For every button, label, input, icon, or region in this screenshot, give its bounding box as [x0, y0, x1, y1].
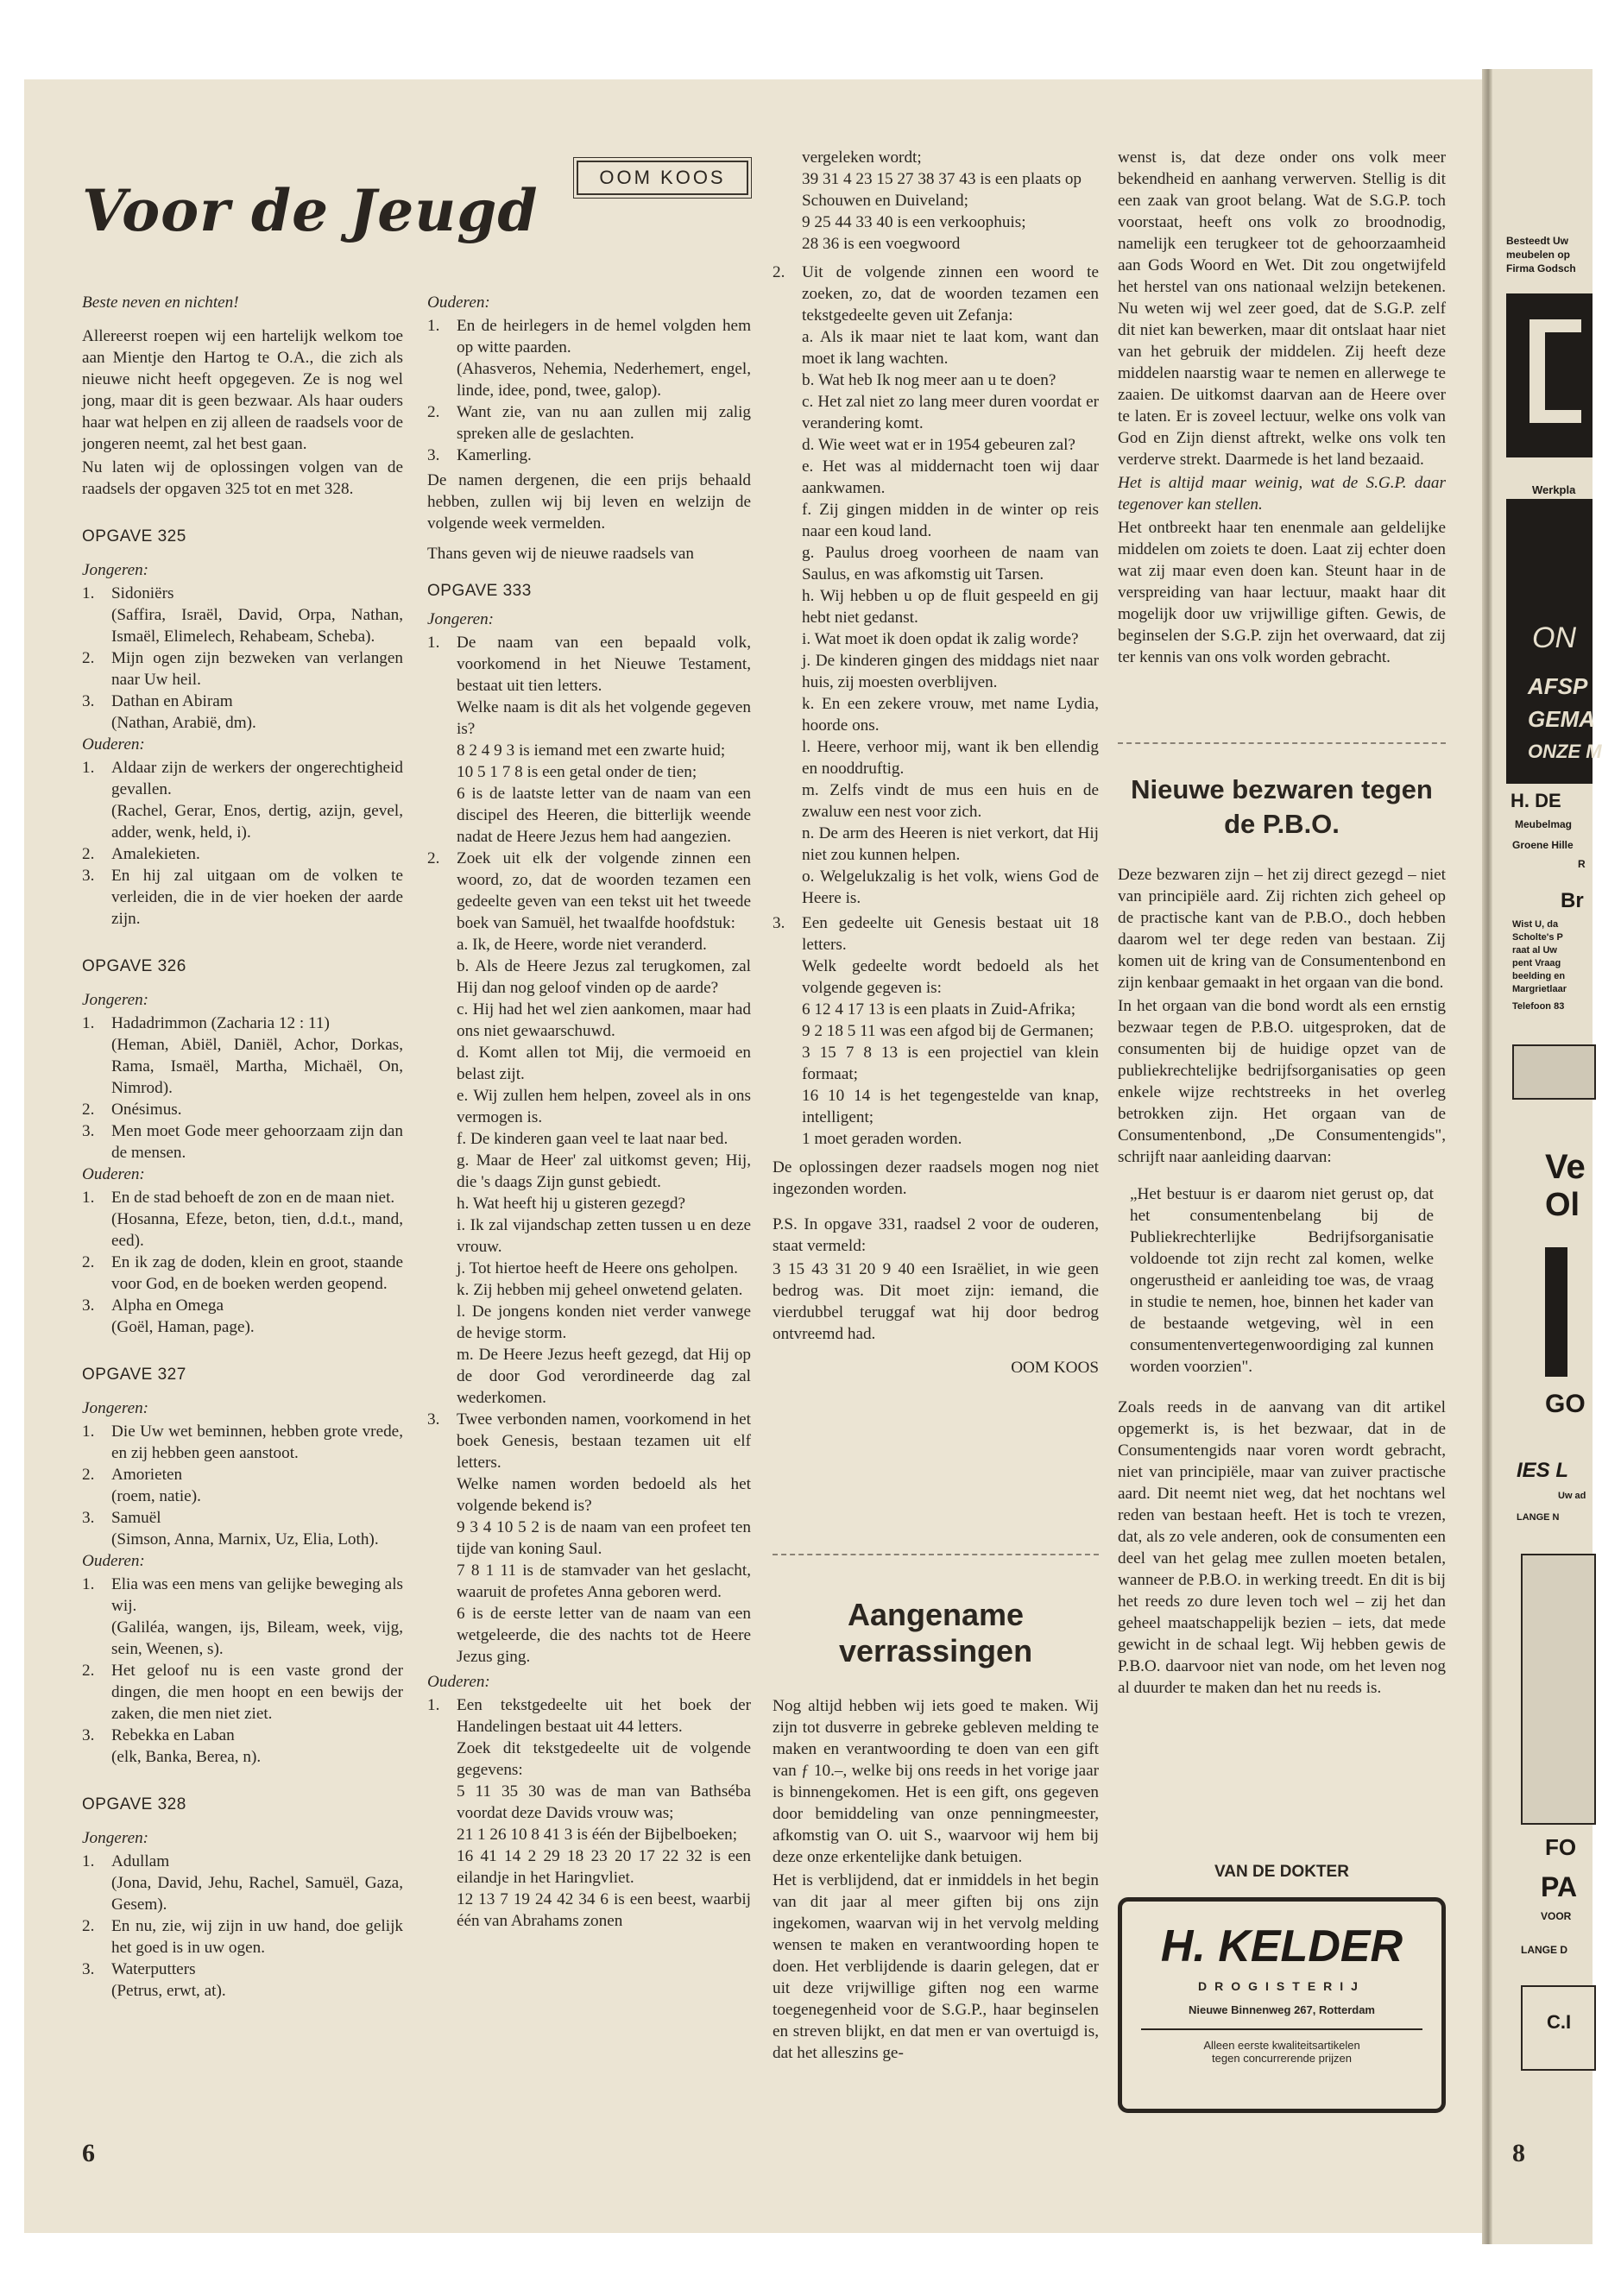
item-line: Welke naam is dit als het volgende gegeven is?: [457, 698, 751, 738]
list-item: [82, 1851, 403, 1915]
item-body: [111, 843, 403, 865]
item-text: Dathan en Abiram: [111, 692, 233, 710]
item-body: [111, 1660, 403, 1725]
item-number: 3.: [82, 1122, 95, 1140]
page-number-right: 8: [1512, 2139, 1525, 2167]
item-number: 3.: [427, 1410, 440, 1429]
ad-block-mark: [1545, 332, 1581, 410]
item-body: [111, 1421, 403, 1464]
list-item: [82, 1574, 403, 1660]
list-item: [82, 843, 403, 865]
item-body: [111, 1915, 403, 1959]
item-text: Hadadrimmon (Zacharia 12 : 11): [111, 1014, 330, 1032]
list-item: [82, 865, 403, 930]
item-text: Waterputters: [111, 1960, 196, 1978]
group-label: Jongeren:: [82, 1399, 149, 1417]
text-line: o. Welgelukzalig is het volk, wiens God de Heere is.: [802, 867, 1099, 907]
list-item: [82, 1725, 403, 1768]
text-line: g. Paulus droeg voorheen de naam van Saulus, en was afkomstig uit Tarsen.: [802, 544, 1099, 583]
list-item: [82, 1252, 403, 1295]
ps-correction: 3 15 43 31 20 9 40 een Israëliet, in wie geen bedrog was. Dit moet zijn: iemand, die vierdubbel teruggaf wat hij door bedrog ontvreemd had.: [773, 1260, 1099, 1343]
list-item: [82, 1099, 403, 1120]
item-text: Amorieten: [111, 1466, 183, 1484]
item-body: [457, 632, 751, 848]
item-text: Het geloof nu is een vaste grond der dingen, die men hoopt en een bewijs der zaken, die men niet ziet.: [111, 1662, 403, 1723]
list-item: [82, 1012, 403, 1099]
item-number: 1.: [427, 317, 440, 335]
list-item: [82, 757, 403, 843]
item-body: [111, 583, 403, 647]
item-line: 21 1 26 10 8 41 3 is één der Bijbelboeken;: [457, 1826, 738, 1844]
item-text: Onésimus.: [111, 1101, 182, 1119]
column-2: [427, 292, 751, 1932]
ad-slogan-1: Alleen eerste kwaliteitsartikelen: [1203, 2039, 1360, 2052]
advertisement-kelder: [1118, 1897, 1446, 2113]
fragment: C.I: [1547, 2011, 1572, 2033]
item-number: 3.: [427, 446, 440, 464]
item-line: Zoek dit tekstgedeelte uit de volgende gegevens:: [457, 1739, 751, 1779]
item-body: [457, 1694, 751, 1932]
closing-note: De oplossingen dezer raadsels mogen nog niet ingezonden worden.: [773, 1158, 1099, 1198]
ps-note: P.S. In opgave 331, raadsel 2 voor de ouderen, staat vermeld:: [773, 1215, 1099, 1255]
item-subtext: (elk, Banka, Berea, n).: [111, 1748, 262, 1766]
ad-address: Nieuwe Binnenweg 267, Rotterdam: [1189, 2003, 1375, 2016]
item-line: 9 3 4 10 5 2 is de naam van een profeet ten tijde van koning Saul.: [457, 1518, 751, 1558]
item-body: [111, 1464, 403, 1507]
column-tag: OOM KOOS: [577, 161, 748, 195]
text-line: l. Heere, verhoor mij, want ik ben ellendig en nooddruftig.: [802, 738, 1099, 778]
list-item: [82, 1507, 403, 1550]
item-subtext: (Goël, Haman, page).: [111, 1318, 255, 1336]
item-text: En ik zag de doden, klein en groot, staande voor God, en de boeken werden geopend.: [111, 1253, 403, 1293]
item-number: 2.: [82, 649, 95, 667]
item-text: Alpha en Omega: [111, 1296, 224, 1315]
ad-illustration: [1521, 1554, 1596, 1825]
item-text: Sidoniërs: [111, 584, 174, 602]
column-1: [82, 292, 403, 2002]
fragment: IES L: [1517, 1459, 1569, 1482]
item-line: Een tekstgedeelte uit het boek der Handelingen bestaat uit 44 letters.: [457, 1696, 751, 1736]
ad-name: H. KELDER: [1160, 1921, 1403, 1971]
opgave-heading: OPGAVE 328: [82, 1795, 186, 1813]
item-line: a. Ik, de Heere, worde niet veranderd.: [457, 936, 707, 954]
item-text: Aldaar zijn de werkers der ongerechtigheid gevallen.: [111, 759, 403, 798]
item-text: Adullam: [111, 1852, 170, 1870]
item-body: [111, 1252, 403, 1295]
list-item: [427, 1694, 751, 1932]
item-number: 1.: [82, 584, 95, 602]
item-number: 2.: [82, 1917, 95, 1935]
text-line: b. Wat heb Ik nog meer aan u te doen?: [802, 371, 1056, 389]
pbo-title-2: de P.B.O.: [1224, 809, 1340, 839]
fragment: FO: [1545, 1834, 1577, 1860]
item-line: j. Tot hiertoe heeft de Heere ons geholpen.: [457, 1259, 738, 1277]
item-line: Twee verbonden namen, voorkomend in het boek Genesis, bestaan tezamen uit elf letters.: [457, 1410, 751, 1472]
text-line: h. Wij hebben u op de fluit gespeeld en gij hebt niet gedanst.: [802, 587, 1099, 627]
item-subtext: (Ahasveros, Nehemia, Nederhemert, engel, linde, idee, pond, twee, galop).: [457, 360, 751, 400]
fragment: pent Vraag: [1512, 958, 1561, 968]
page-number-left: 6: [82, 2139, 95, 2167]
item-text: En nu, zie, wij zijn in uw hand, doe gelijk het goed is in uw ogen.: [111, 1917, 403, 1957]
item-number: 1.: [82, 1014, 95, 1032]
article-text-2: Het is verblijdend, dat er inmiddels in het begin van dit jaar al meer giften bij ons zijn ingekomen, waarvan wij in het vervolg melding wensen te maken en verantwoording hopen te doen. Het verblijdende is daarin gelegen, dat er uit deze vrijwillige giften nog een warme toegenegenheid voor de S.G.P., haar beginselen en streven blijkt, en dat men er van overtuigd is, dat het alleszins ge-: [773, 1871, 1099, 2062]
article-pbo: [1118, 773, 1446, 1700]
item-body: [111, 1187, 403, 1252]
article-continuation: wenst is, dat deze onder ons volk meer bekendheid en aanhang verwerven. Stellig is dit een zaak van groot belang. Wat de S.G.P. toch voorstaat, heeft ons volk zo broodnodig, namelijk een terugkeer tot de gehoorzaamheid aan Gods Woord en Wet. Dit zou ongetwijfeld het herstel van ons nationaal welzijn betekenen. Nu weten wij wel zeer goed, dat de S.G.P. zelf dit niet kan bewerken, maar dit ontslaat haar niet van het gebruik der middelen. Zij heeft deze middelen naarstig waar te nemen en allerwege te zaaien. De uitkomst daarvan aan de Heere over te laten. Er is zoveel lectuur, welke ons volk van God en Zijn dienst aftrekt, welke ons volk ten verderve strekt. Daarmede is het land bezaaid.: [1118, 148, 1446, 469]
intro-text-2: Nu laten wij de oplossingen volgen van de raadsels der opgaven 325 tot en met 328.: [82, 458, 403, 498]
fragment: Telefoon 83: [1512, 1001, 1565, 1012]
ad-header: VAN DE DOKTER: [1214, 1863, 1349, 1881]
text-line: 3 15 7 8 13 is een projectiel van klein formaat;: [802, 1044, 1099, 1083]
fragment: LANGE N: [1517, 1512, 1560, 1523]
item-body: [111, 1851, 403, 1915]
text-line: 6 12 4 17 13 is een plaats in Zuid-Afrika;: [802, 1000, 1076, 1019]
item-body: [111, 865, 403, 930]
text-line: 28 36 is een voegwoord: [802, 235, 961, 253]
text-line: Een gedeelte uit Genesis bestaat uit 18 letters.: [802, 914, 1099, 954]
new-riddles-intro: Thans geven wij de nieuwe raadsels van: [427, 545, 695, 563]
item-line: 16 41 14 2 29 18 23 20 17 22 32 is een eilandje in het Haringvliet.: [457, 1847, 751, 1887]
fragment: meubelen op: [1506, 249, 1571, 261]
item-number: 1.: [427, 634, 440, 652]
fragment: Firma Godsch: [1506, 262, 1576, 274]
text-line: 16 10 14 is het tegengestelde van knap, intelligent;: [802, 1087, 1099, 1126]
list-item: 3. Een gedeelte uit Genesis bestaat uit 18 letters. Welk gedeelte wordt bedoeld als het volgende gegeven is: 6 12 4 17 13 is een plaats in Zuid-Afrika; 9 2 18 5 11 was een afgod bij de Germanen; 3 15 7 8 13 is een projectiel van klein formaat; 16 10 14 is het tegengestelde van knap, intelligent; 1 moet geraden worden.: [773, 914, 1099, 1148]
group-label: Ouderen:: [82, 735, 145, 754]
fragment: GO: [1545, 1390, 1586, 1418]
group-label: Jongeren:: [82, 561, 149, 579]
item-number: 2.: [82, 1466, 95, 1484]
fragment: AFSP: [1528, 673, 1588, 699]
fragment: Ol: [1545, 1187, 1580, 1223]
fragment: Ve: [1545, 1148, 1586, 1186]
item-line: 7 8 1 11 is de stamvader van het geslacht, waaruit de profetes Anna geboren werd.: [457, 1561, 751, 1601]
text-line: 9 25 44 33 40 is een verkoophuis;: [802, 213, 1026, 231]
item-body: [457, 445, 751, 466]
item-text: Samuël: [111, 1509, 161, 1527]
list-item: [82, 583, 403, 647]
item-number: 3.: [82, 692, 95, 710]
item-line: m. De Heere Jezus heeft gezegd, dat Hij op de door God verordineerde dag zal wederkomen.: [457, 1346, 751, 1407]
group-label: Jongeren:: [82, 991, 149, 1009]
item-text: En de stad behoeft de zon en de maan niet.: [111, 1189, 395, 1207]
list-item: [82, 1959, 403, 2002]
item-body: [457, 848, 751, 1409]
item-body: [111, 757, 403, 843]
list-item: [82, 1464, 403, 1507]
page-title: Voor de Jeugd: [82, 177, 539, 244]
item-number: 1.: [82, 759, 95, 777]
ad-box: [1512, 1044, 1596, 1100]
list-item: [82, 691, 403, 734]
item-text: Elia was een mens van gelijke beweging als wij.: [111, 1575, 403, 1615]
group-label: Ouderen:: [82, 1552, 145, 1570]
list-item: [82, 1660, 403, 1725]
ad-letter: [1545, 1247, 1567, 1377]
item-number: 3.: [82, 1726, 95, 1744]
item-subtext: (Heman, Abiël, Daniël, Achor, Dorkas, Rama, Ismaël, Martha, Michaël, On, Nimrod).: [111, 1036, 403, 1097]
prize-text: De namen dergenen, die een prijs behaald hebben, zullen wij bij leven en welzijn de volgende week vermelden.: [427, 471, 751, 533]
text-line: c. Het zal niet zo lang meer duren voordat er verandering komt.: [802, 393, 1099, 432]
item-number: 2.: [427, 849, 440, 867]
fragment: Scholte's P: [1512, 932, 1563, 943]
list-item: [427, 445, 751, 466]
item-number: 1.: [82, 1852, 95, 1870]
opgave-heading: OPGAVE 325: [82, 527, 186, 546]
article-aangename: [773, 1597, 1099, 2066]
item-body: [111, 647, 403, 691]
text-line: n. De arm des Heeren is niet verkort, dat Hij niet zou kunnen helpen.: [802, 824, 1099, 864]
opgave-heading: OPGAVE 327: [82, 1366, 186, 1384]
list-item: [427, 848, 751, 1409]
item-number: 1.: [82, 1422, 95, 1441]
text-line: k. En een zekere vrouw, met name Lydia, hoorde ons.: [802, 695, 1099, 735]
pbo-p2: In het orgaan van die bond wordt als een ernstig bezwaar tegen de P.B.O. uitgesproken, dat de consumenten bij de huidige opzet van de publiekrechtelijke bedrijfsorganisaties op geen enkele wijze rechtstreeks in het overleg betrokken zijn. Het orgaan van de Consumentenbond, „De Consumentengids", schrijft naar aanleiding daarvan:: [1118, 997, 1446, 1166]
article-continuation-2: Het ontbreekt haar ten enenmale aan geldelijke middelen om zoiets te doen. Laat zij echter doen wat zij maar even doen kan. Steunt haar in de verspreiding van haar lectuur, maakt haar dit mogelijk door uw vrijwillige giften. Gewis, de beginselen der S.G.P. zijn het overwaard, dat zij ter kennis van ons volk worden gebracht.: [1118, 519, 1446, 666]
item-line: k. Zij hebben mij geheel onwetend gelaten.: [457, 1281, 743, 1299]
item-line: h. Wat heeft hij u gisteren gezegd?: [457, 1195, 686, 1213]
item-line: 6 is de laatste letter van de naam van een discipel des Heeren, die bitterlijk weende nadat de Heere Jezus hem had aangezien.: [457, 785, 751, 846]
item-text: En hij zal uitgaan om de volken te verleiden, die in de vier hoeken der aarde zijn.: [111, 867, 403, 928]
item-body: [111, 691, 403, 734]
fragment: PA: [1541, 1871, 1578, 1902]
label-ouderen-2: Ouderen:: [427, 1673, 490, 1691]
list-item: [82, 1915, 403, 1959]
greeting: Beste neven en nichten!: [82, 293, 239, 312]
text-line: 9 2 18 5 11 was een afgod bij de Germanen;: [802, 1022, 1094, 1040]
fragment: Meubelmag: [1515, 818, 1573, 830]
article-italic: Het is altijd maar weinig, wat de S.G.P. daar tegenover kan stellen.: [1118, 474, 1446, 514]
item-body: [111, 1959, 403, 2002]
ad-sub: DROGISTERIJ: [1198, 1979, 1365, 1993]
text-line: j. De kinderen gingen des middags niet naar huis, zij moesten overblijven.: [802, 652, 1099, 691]
group-label: Ouderen:: [82, 1165, 145, 1183]
pbo-p1: Deze bezwaren zijn – het zij direct gezegd – niet van principiële aard. Zij richten zich geheel op de practische kant van de P.B.O., doch hebben daarom wel ter dege reden van bestaan. Zij komen uit de kring van de Consumentenbond en zijn kenbaar gemaakt in het orgaan van die bond.: [1118, 866, 1446, 992]
item-text: Kamerling.: [457, 446, 532, 464]
list-item: [427, 401, 751, 445]
item-line: i. Ik zal vijandschap zetten tussen u en deze vrouw.: [457, 1216, 751, 1256]
item-line: f. De kinderen gaan veel te laat naar bed.: [457, 1130, 728, 1148]
item-line: De naam van een bepaald volk, voorkomend in het Nieuwe Testament, bestaat uit tien letters.: [457, 634, 751, 695]
item-line: 5 11 35 30 was de man van Bathséba voordat deze Davids vrouw was;: [457, 1782, 751, 1822]
text-line: 1 moet geraden worden.: [802, 1130, 962, 1148]
article-text: Nog altijd hebben wij iets goed te maken. Wij zijn tot dusverre in gebreke gebleven melding te maken en verantwoording te doen van een gift van ƒ 10.–, welke bij ons reeds in het vorige jaar is binnengekomen. Het is een gift, ons gegeven door bemiddeling van onze penningmeester, afkomstig van O. uit S., waarvoor wij hem bij deze onze erkentelijke dank betuigen.: [773, 1697, 1099, 1866]
item-text: Want zie, van nu aan zullen mij zalig spreken alle de geslachten.: [457, 403, 751, 443]
item-body: [457, 401, 751, 445]
item-number: 3.: [82, 1509, 95, 1527]
item-text: Mijn ogen zijn bezweken van verlangen naar Uw heil.: [111, 649, 403, 689]
fragment: Wist U, da: [1512, 919, 1559, 930]
item-body: [111, 1099, 403, 1120]
pbo-title-1: Nieuwe bezwaren tegen: [1131, 774, 1433, 804]
fragment: GEMA: [1528, 706, 1595, 732]
fragment: Groene Hille: [1512, 839, 1574, 851]
article-title-2: verrassingen: [838, 1633, 1033, 1668]
item-line: 6 is de eerste letter van de naam van een wetgeleerde, die des nachts tot de Heere Jezus ging.: [457, 1605, 751, 1666]
item-number: 1.: [427, 1696, 440, 1714]
text-line: 39 31 4 23 15 27 38 37 43 is een plaats op Schouwen en Duiveland;: [802, 170, 1082, 210]
item-number: 2.: [82, 845, 95, 863]
item-text: Rebekka en Laban: [111, 1726, 235, 1744]
intro-text: Allereerst roepen wij een hartelijk welkom toe aan Mientje den Hartog te O.A., die zich als nieuwe nicht heeft opgegeven. Ze is nog wel jong, maar dit is geen bezwaar. Als haar ouders haar wat helpen en zij alleen de raadsels voor de jongeren neemt, zal het best gaan.: [82, 327, 403, 453]
list-item: [82, 647, 403, 691]
item-subtext: (Galiléa, wangen, ijs, Bileam, week, vijg, sein, Weenen, s).: [111, 1618, 403, 1658]
item-number: 2.: [82, 1662, 95, 1680]
item-line: b. Als de Heere Jezus zal terugkomen, zal Hij dan nog geloof vinden op de aarde?: [457, 957, 751, 997]
item-subtext: (Nathan, Arabië, dm).: [111, 714, 256, 732]
list-item: [427, 315, 751, 401]
item-line: 10 5 1 7 8 is een getal onder de tien;: [457, 763, 697, 781]
item-subtext: (Rachel, Gerar, Enos, dertig, azijn, gevel, adder, wenk, held, i).: [111, 802, 403, 842]
divider: [1118, 742, 1446, 744]
item-subtext: (Simson, Anna, Marnix, Uz, Elia, Loth).: [111, 1530, 379, 1549]
item-body: [457, 315, 751, 401]
item-body: [111, 1295, 403, 1338]
item-number: 2.: [427, 403, 440, 421]
fragment: beelding en: [1512, 971, 1566, 981]
text-line: i. Wat moet ik doen opdat ik zalig worde?: [802, 630, 1079, 648]
item-number: 3.: [82, 1960, 95, 1978]
item-line: e. Wij zullen hem helpen, zoveel als in ons vermogen is.: [457, 1087, 751, 1126]
item-subtext: (roem, natie).: [111, 1487, 201, 1505]
item-subtext: (Jona, David, Jehu, Rachel, Samuël, Gaza, Gesem).: [111, 1874, 403, 1914]
item-line: d. Komt allen tot Mij, die vermoeid en belast zijt.: [457, 1044, 751, 1083]
column-4: [1118, 147, 1446, 670]
column-3: [773, 147, 1099, 1380]
item-body: [111, 1012, 403, 1099]
list-item: [82, 1187, 403, 1252]
label-ouderen: Ouderen:: [427, 293, 490, 312]
item-number: 2.: [82, 1101, 95, 1119]
list-item: 2. Uit de volgende zinnen een woord te zoeken, zo, dat de woorden tezamen een tekstgedeelte geven uit Zefanja: a. Als ik maar niet te laat kom, want dan moet ik lang wachten. b. Wat heb Ik nog meer aan u te doen? c. Het zal niet zo lang meer duren voordat er verandering komt. d. Wie weet wat er in 1954 gebeuren zal? e. Het was al middernacht toen wij daar aankwamen. f. Zij gingen midden in de winter op reis naar een koud land. g. Paulus droeg voorheen de naam van Saulus, en was afkomstig uit Tarsen. h. Wij hebben u op de fluit gespeeld en gij hebt niet gedanst. i. Wat moet ik doen opdat ik zalig worde? j. De kinderen gingen des middags niet naar huis, zij moesten overblijven. k. En een zekere vrouw, met name Lydia, hoorde ons. l. Heere, verhoor mij, want ik ben ellendig en nooddruftig. m. Zelfs vindt de mus een huis en de zwaluw een nest voor zich. n. De arm des Heeren is niet verkort, dat Hij niet zou kunnen helpen. o. Welgelukzalig is het volk, wiens God de Heere is.: [773, 263, 1099, 907]
item-subtext: (Saffira, Israël, David, Orpa, Nathan, Ismaël, Elimelech, Rehabeam, Scheba).: [111, 606, 403, 646]
item-number: 3.: [82, 867, 95, 885]
item-body: [111, 1725, 403, 1768]
divider: [773, 1554, 1099, 1555]
fragment: R: [1578, 858, 1586, 870]
list-item: [82, 1421, 403, 1464]
item-body: [457, 1409, 751, 1668]
group-label: Jongeren:: [82, 1829, 149, 1847]
fragment: H. DE: [1511, 790, 1561, 811]
item-body: [111, 1507, 403, 1550]
item-text: En de heirlegers in de hemel volgden hem op witte paarden.: [457, 317, 751, 356]
item-text: Die Uw wet beminnen, hebben grote vrede, en zij hebben geen aanstoot.: [111, 1422, 403, 1462]
item-subtext: (Petrus, erwt, at).: [111, 1982, 226, 2000]
item-line: 12 13 7 19 24 42 34 6 is een beest, waarbij één van Abrahams zonen: [457, 1890, 751, 1930]
fragment: Margrietlaar: [1512, 984, 1567, 994]
text-line: Welk gedeelte wordt bedoeld als het volgende gegeven is:: [802, 957, 1099, 997]
list-item: [82, 1295, 403, 1338]
list-item: [427, 632, 751, 848]
item-number: 1.: [82, 1575, 95, 1593]
text-line: a. Als ik maar niet te laat kom, want dan moet ik lang wachten.: [802, 328, 1099, 368]
fragment: ONZE M: [1528, 741, 1602, 762]
opgave-333-heading: OPGAVE 333: [427, 582, 532, 600]
item-number: 1.: [82, 1189, 95, 1207]
item-text: Men moet Gode meer gehoorzaam zijn dan de mensen.: [111, 1122, 403, 1162]
item-body: [111, 1120, 403, 1164]
text-line: d. Wie weet wat er in 1954 gebeuren zal?: [802, 436, 1075, 454]
text-line: e. Het was al middernacht toen wij daar aankwamen.: [802, 457, 1099, 497]
signature: OOM KOOS: [1011, 1359, 1099, 1377]
pbo-quote: „Het bestuur is er daarom niet gerust op, dat het consumentenbelang bij de Publiekrechterlijke Bedrijfsorganisatie voldoende tot zijn recht zal komen, welke ongerustheid er aanleiding toe was, de vraag in studie te nemen, hoe, binnen het kader van de bestaande wetgeving, wèl in een consumentenvertegenwoordiging zal kunnen worden voorzien".: [1130, 1185, 1434, 1376]
text-line: Uit de volgende zinnen een woord te zoeken, zo, dat de woorden tezamen een tekstgedeelte geven uit Zefanja:: [802, 263, 1099, 325]
item-subtext: (Hosanna, Efeze, beton, tien, d.d.t., mand, eed).: [111, 1210, 403, 1250]
item-text: Amalekieten.: [111, 845, 200, 863]
label-jongeren: Jongeren:: [427, 610, 495, 628]
item-body: [111, 1574, 403, 1660]
item-line: l. De jongens konden niet verder vanwege de hevige storm.: [457, 1303, 751, 1342]
item-line: g. Maar de Heer' zal uitkomst geven; Hij, die 's daags Zijn gunst gebiedt.: [457, 1151, 751, 1191]
item-line: c. Hij had het wel zien aankomen, maar had ons niet gewaarschuwd.: [457, 1000, 751, 1040]
fragment: Werkpla: [1532, 483, 1576, 496]
fragment: ON: [1532, 621, 1576, 654]
item-number: 3.: [82, 1296, 95, 1315]
page-spine: [1482, 69, 1492, 2244]
fragment: raat al Uw: [1512, 945, 1557, 956]
list-item: [427, 1409, 751, 1668]
item-line: Zoek uit elk der volgende zinnen een woord, zo, dat de woorden tezamen een gedeelte geven van een tekst uit het tweede boek van Samuël, het twaalfde hoofdstuk:: [457, 849, 751, 932]
fragment: Besteedt Uw: [1506, 235, 1569, 247]
fragment: LANGE D: [1521, 1944, 1567, 1956]
text-line: m. Zelfs vindt de mus een huis en de zwaluw een nest voor zich.: [802, 781, 1099, 821]
opgave-heading: OPGAVE 326: [82, 957, 186, 975]
text-line: f. Zij gingen midden in de winter op reis naar een koud land.: [802, 501, 1099, 540]
fragment: VOOR: [1541, 1910, 1572, 1922]
text-line: vergeleken wordt;: [802, 148, 922, 167]
fragment: Uw ad: [1558, 1491, 1586, 1501]
item-number: 2.: [82, 1253, 95, 1271]
item-line: Welke namen worden bedoeld als het volgende bekend is?: [457, 1475, 751, 1515]
ad-slogan-2: tegen concurrerende prijzen: [1212, 2052, 1352, 2065]
article-title-1: Aangename: [847, 1597, 1025, 1632]
fragment: Br: [1561, 889, 1584, 912]
list-item: [82, 1120, 403, 1164]
item-line: 8 2 4 9 3 is iemand met een zwarte huid;: [457, 741, 726, 760]
pbo-p3: Zoals reeds in de aanvang van dit artikel opgemerkt is, is het bezwaar, dat in de Consumentengids naar voren wordt gebracht, niet van principiële, maar van zuiver practische aard. Dit neemt niet weg, dat het nochtans wel reden van bestaan heeft. Het is toch te vrezen, dat, als zo vele anderen, ook de consumenten een deel van het gelag mee zullen moeten betalen, wanneer de P.B.O. in werking treedt. En dit is bij het reeds zo dure leven toch wel – zij het dan geheel maatschappelijk bezien – iets, dat mede gewicht in de schaal legt. Wij hebben gewis de P.B.O. daarvoor niet van node, om het leven nog al duurder te maken dan het nu reeds is.: [1118, 1398, 1446, 1697]
